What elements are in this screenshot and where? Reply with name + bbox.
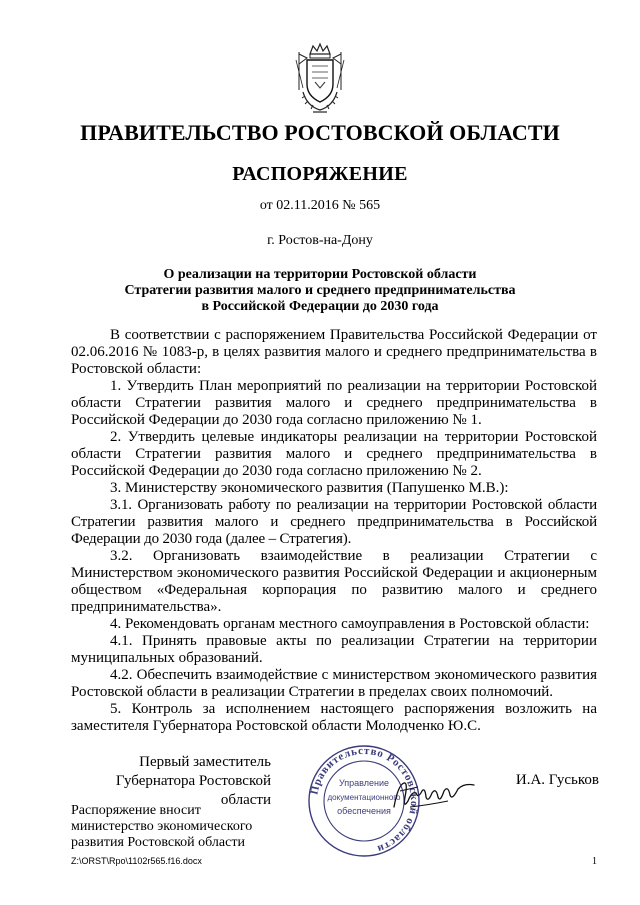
submitter-line: Распоряжение вносит — [71, 803, 201, 818]
body-paragraph: 5. Контроль за исполнением настоящего распоряжения возложить на заместителя Губернатора Ростовской области Молодченко Ю.С. — [71, 701, 597, 734]
body-paragraph: 4.2. Обеспечить взаимодействие с министерством экономического развития Ростовской области в реализации Стратегии в пределах своих полномочий. — [71, 667, 597, 700]
body-paragraph: 3.1. Организовать работу по реализации на территории Ростовской области Стратегии развития малого и среднего предпринимательства в Российской Федерации до 2030 года (далее – Стратегия). — [71, 497, 597, 547]
title-line: в Российской Федерации до 2030 года — [201, 299, 439, 314]
document-body — [71, 327, 597, 735]
stamp-inner-line: обеспечения — [337, 806, 391, 816]
submitter-note — [71, 803, 301, 851]
body-paragraph: 3. Министерству экономического развития (Папушенко М.В.): — [110, 480, 509, 496]
signer-position-line: Первый заместитель — [139, 754, 271, 770]
official-stamp — [300, 744, 428, 858]
stamp-inner-line: документационного — [327, 793, 401, 802]
submitter-line: министерство экономического — [71, 819, 253, 834]
signer-name: И.А. Гуськов — [515, 772, 599, 788]
body-paragraph: 1. Утвердить План мероприятий по реализации на территории Ростовской области Стратегии развития малого и среднего предпринимательства в Российской Федерации до 2030 года согласно приложению № 1. — [71, 378, 597, 428]
title-line: Стратегии развития малого и среднего предпринимательства — [124, 283, 516, 298]
file-path: Z:\ORST\Rpo\1102r565.f16.docx — [71, 856, 202, 866]
document-city: г. Ростов-на-Дону — [267, 233, 373, 248]
page-number: 1 — [592, 856, 597, 867]
signer-position — [71, 753, 271, 810]
document-type: РАСПОРЯЖЕНИЕ — [232, 163, 408, 185]
signer-position-line: Губернатора Ростовской области — [115, 773, 271, 808]
body-paragraph: 3.2. Организовать взаимодействие в реализации Стратегии с Министерством экономического развития Российской Федерации и акционерным обществом «Федеральная корпорация по развитию малого и среднего предпринимательства». — [71, 548, 597, 615]
document-title — [0, 267, 640, 315]
title-line: О реализации на территории Ростовской области — [163, 267, 477, 282]
body-paragraph: В соответствии с распоряжением Правительства Российской Федерации от 02.06.2016 № 1083-р, в целях развития малого и среднего предпринимательства в Ростовской области: — [71, 327, 597, 377]
document-date-number: от 02.11.2016 № 565 — [259, 198, 381, 213]
stamp-inner-line: Управление — [338, 778, 390, 788]
body-paragraph: 4. Рекомендовать органам местного самоуправления в Ростовской области: — [110, 616, 590, 632]
rostov-oblast-coat-of-arms-icon — [293, 42, 347, 116]
body-paragraph: 4.1. Принять правовые акты по реализации Стратегии на территории муниципальных образований. — [71, 633, 597, 666]
organization-name: ПРАВИТЕЛЬСТВО РОСТОВСКОЙ ОБЛАСТИ — [80, 120, 560, 145]
body-paragraph: 2. Утвердить целевые индикаторы реализации на территории Ростовской области Стратегии развития малого и среднего предпринимательства в Российской Федерации до 2030 года согласно приложению № 2. — [71, 429, 597, 479]
submitter-line: развития Ростовской области — [71, 835, 245, 850]
stamp-ring-text: Правительство Ростовской области — [308, 744, 421, 856]
